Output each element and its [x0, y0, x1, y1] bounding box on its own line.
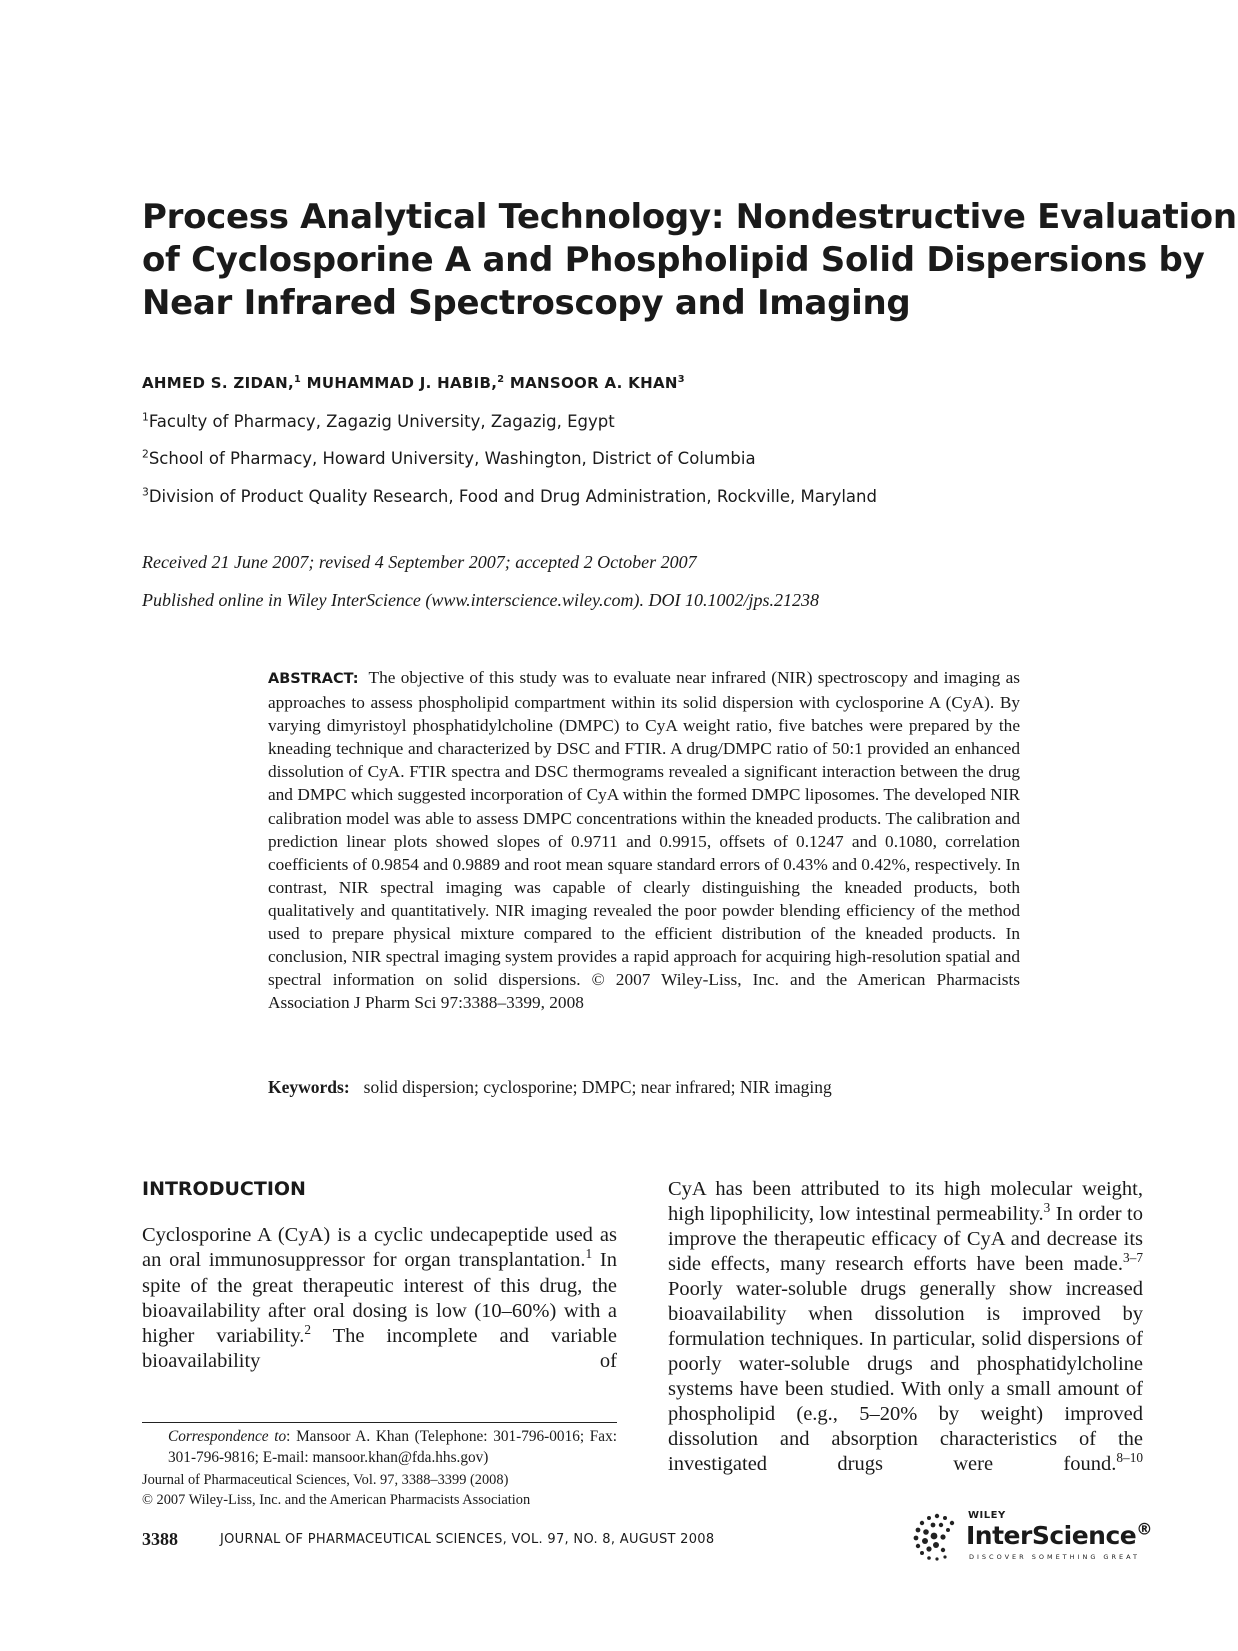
registered-mark: ® — [1136, 1519, 1153, 1539]
wiley-interscience-logo — [912, 1508, 1153, 1568]
article-title — [142, 196, 1237, 325]
affiliation — [142, 412, 615, 431]
body-text: In order to improve the therapeutic efficacy of CyA and decrease its side effects, many research efforts have been made. — [668, 1203, 1143, 1275]
affiliation-marker: 1 — [142, 410, 149, 424]
copyright-notice: © 2007 Wiley-Liss, Inc. and the American Pharmacists Association — [142, 1491, 531, 1508]
published-online: Published online in Wiley InterScience (www.interscience.wiley.com). DOI 10.1002/jps.21238 — [142, 590, 820, 610]
title-line: Process Analytical Technology: Nondestructive Evaluation — [142, 197, 1237, 237]
journal-running-footer: JOURNAL OF PHARMACEUTICAL SCIENCES, VOL. 97, NO. 8, AUGUST 2008 — [220, 1532, 715, 1547]
affiliation-text: Division of Product Quality Research, Food and Drug Administration, Rockville, Maryland — [148, 487, 877, 506]
footnote-divider — [142, 1422, 617, 1423]
body-text: CyA has been attributed to its high molecular weight, high lipophilicity, low intestinal permeability. — [668, 1178, 1143, 1225]
body-text: The incomplete and variable bioavailability of — [142, 1325, 617, 1373]
journal-info — [142, 1471, 617, 1510]
author-affiliation-marker: 1 — [294, 374, 302, 385]
author-name: MUHAMMAD J. HABIB, — [306, 374, 498, 392]
correspondence-footnote — [142, 1426, 617, 1468]
title-line: of Cyclosporine A and Phospholipid Solid Dispersions by — [142, 240, 1205, 280]
journal-citation: Journal of Pharmaceutical Sciences, Vol. 97, 3388–3399 (2008) — [142, 1472, 509, 1488]
affiliation — [142, 487, 877, 506]
citation-marker: 3 — [1043, 1200, 1051, 1216]
introduction-left-column — [142, 1223, 617, 1375]
keywords — [268, 1077, 832, 1098]
abstract — [268, 666, 1020, 1014]
body-text: In spite of the great therapeutic interest of this drug, the bioavailability after oral dosing is low (10–60%) with a higher variability. — [142, 1249, 618, 1348]
citation-marker: 8–10 — [1116, 1450, 1143, 1466]
logo-interscience-wordmark — [966, 1521, 1152, 1550]
keywords-label: Keywords: — [268, 1077, 350, 1097]
citation-marker: 3–7 — [1123, 1250, 1143, 1266]
author-name: MANSOOR A. KHAN — [509, 374, 678, 392]
citation-marker: 2 — [304, 1322, 312, 1338]
introduction-right-column — [668, 1177, 1143, 1477]
page-number: 3388 — [142, 1529, 178, 1549]
author-name: AHMED S. ZIDAN, — [142, 374, 295, 392]
section-heading-introduction: INTRODUCTION — [142, 1178, 306, 1200]
keywords-text: solid dispersion; cyclosporine; DMPC; near infrared; NIR imaging — [363, 1077, 832, 1097]
citation-marker: 1 — [585, 1246, 593, 1262]
title-line: Near Infrared Spectroscopy and Imaging — [142, 283, 911, 323]
logo-name-text: InterScience — [966, 1521, 1137, 1550]
body-text: Cyclosporine A (CyA) is a cyclic undecapeptide used as an oral immunosuppressor for organ transplantation. — [142, 1224, 617, 1272]
received-dates: Received 21 June 2007; revised 4 September 2007; accepted 2 October 2007 — [142, 552, 697, 572]
wiley-interscience-dots-icon — [912, 1512, 962, 1562]
correspondence-text: : Mansoor A. Khan (Telephone: 301-796-0016; Fax: 301-796-9816; E-mail: mansoor.khan@fda.hhs.gov) — [168, 1428, 617, 1466]
author-affiliation-marker: 3 — [677, 374, 685, 385]
logo-wiley-label: WILEY — [968, 1510, 1006, 1521]
affiliation-text: Faculty of Pharmacy, Zagazig University, Zagazig, Egypt — [148, 412, 615, 431]
abstract-text: The objective of this study was to evaluate near infrared (NIR) spectroscopy and imaging as approaches to assess phospholipid compartment within its solid dispersion with cyclosporine A (CyA). By varying dimyristoyl phosphatidylcholine (DMPC) to CyA weight ratio, five batches were prepared by the kneading technique and characterized by DSC and FTIR. A drug/DMPC ratio of 50:1 provided an enhanced dissolution of CyA. FTIR spectra and DSC thermograms revealed a significant interaction between the drug and DMPC which suggested incorporation of CyA within the formed DMPC liposomes. The developed NIR calibration model was able to assess DMPC concentrations within the kneaded products. The calibration and prediction linear plots showed slopes of 0.9711 and 0.9915, offsets of 0.1247 and 0.1080, correlation coefficients of 0.9854 and 0.9889 and root mean square standard errors of 0.43% and 0.42%, respectively. In contrast, NIR spectral imaging was capable of clearly distinguishing the kneaded products, both qualitatively and quantitatively. NIR imaging revealed the poor powder blending efficiency of the method used to prepare physical mixture compared to the efficient distribution of the kneaded products. In conclusion, NIR spectral imaging system provides a rapid approach for acquiring high-resolution spatial and spectral information on solid dispersions. © 2007 Wiley-Liss, Inc. and the American Pharmacists Association J Pharm Sci 97:3388–3399, 2008 — [268, 668, 1020, 1013]
abstract-label: ABSTRACT: — [268, 671, 359, 687]
affiliation-marker: 3 — [142, 485, 149, 499]
author-list — [142, 374, 685, 392]
affiliation — [142, 449, 756, 468]
affiliation-marker: 2 — [142, 447, 149, 461]
correspondence-label: Correspondence to — [168, 1428, 287, 1445]
author-affiliation-marker: 2 — [497, 374, 505, 385]
affiliation-text: School of Pharmacy, Howard University, Washington, District of Columbia — [148, 449, 756, 468]
body-text: Poorly water-soluble drugs generally show increased bioavailability when dissolution is improved by formulation techniques. In particular, solid dispersions of poorly water-soluble drugs and phosphatidylcholine systems have been studied. With only a small amount of phospholipid (e.g., 5–20% by weight) improved dissolution and absorption characteristics of the investigated drugs were found. — [668, 1278, 1143, 1475]
logo-tagline: DISCOVER SOMETHING GREAT — [969, 1553, 1140, 1561]
